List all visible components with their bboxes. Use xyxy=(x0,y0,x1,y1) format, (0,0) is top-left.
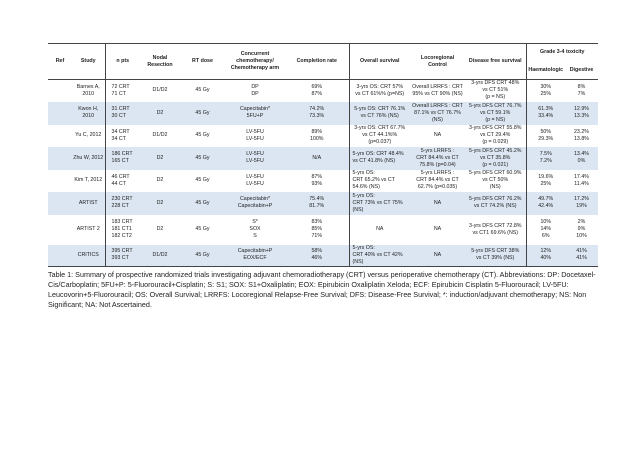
cell-chemotherapy: Capecitabin* Capecitabin+P xyxy=(225,192,285,215)
cell-locoregional-control: NA xyxy=(433,132,442,138)
cell-npts: 186 CRT 165 CT xyxy=(105,147,140,170)
cell-rt-dose: 45 Gy xyxy=(180,102,225,125)
cell-study: Zhu W, 2012 xyxy=(72,147,105,170)
cell-rt-dose: 45 Gy xyxy=(180,192,225,215)
cell-disease-free-survival: 3-yrs DFS CRT 48% vs CT 51% (p = NS) xyxy=(465,80,526,102)
cell-nodal-resection: D2 xyxy=(156,226,164,232)
cell-rt-dose: 45 Gy xyxy=(195,132,210,138)
cell-chemotherapy: LV-5FU LV-5FU xyxy=(246,128,264,142)
cell-disease-free-survival: 5-yrs DFS CRT 60.9% vs CT 50% (NS) xyxy=(465,170,526,192)
table-header xyxy=(48,44,598,80)
cell-overall-survival: 5-yrs OS: CRT 73% vs CT 75% (NS) xyxy=(349,192,410,215)
table-row xyxy=(48,80,598,102)
cell-study: ARTIST 2 xyxy=(72,215,105,245)
cell-rt-dose: 45 Gy xyxy=(195,87,210,94)
cell-chemotherapy: Capecitabin+P EOX/ECF xyxy=(225,245,285,267)
cell-disease-free-survival: 3-yrs DFS CRT 72.8% vs CT1 69.6% (NS) xyxy=(465,215,526,245)
cell-study: Kim T, 2012 xyxy=(72,170,105,192)
cell-digestive-toxicity: 2% 9% 10% xyxy=(576,219,587,239)
cell-overall-survival: NA xyxy=(376,226,384,232)
cell-overall-survival: 5-yrs OS: CRT 48.4% vs CT 41.8% (NS) xyxy=(349,147,410,170)
cell-completion-rate: 87% 93% xyxy=(285,170,349,192)
header-locoregional-control: Locoregional Control xyxy=(410,44,465,80)
cell-npts: 230 CRT 228 CT xyxy=(105,192,140,215)
cell-rt-dose: 45 Gy xyxy=(195,226,210,232)
cell-locoregional-control: NA xyxy=(410,192,465,215)
header-nodal-resection: Nodal Resection xyxy=(140,44,180,80)
cell-chemotherapy: LV-5FU LV-5FU xyxy=(246,173,264,187)
cell-overall-survival: 3-yrs OS: CRT 67.7% vs CT 44.1%% (p=0.037) xyxy=(354,125,406,145)
cell-nodal-resection: D1/D2 xyxy=(152,132,168,138)
trials-table xyxy=(48,43,598,267)
table-row xyxy=(48,170,598,192)
cell-ref xyxy=(48,215,72,245)
cell-study: CRITICS xyxy=(72,245,105,267)
cell-locoregional-control: NA xyxy=(433,226,442,232)
header-ref: Ref xyxy=(48,44,72,80)
cell-npts: 34 CRT 34 CT xyxy=(111,128,130,142)
cell-rt-dose: 45 Gy xyxy=(180,147,225,170)
cell-completion-rate: 58% 46% xyxy=(285,245,349,267)
cell-ref xyxy=(48,125,72,147)
header-overall-survival: Overall survival xyxy=(349,44,410,80)
cell-rt-dose: 45 Gy xyxy=(180,245,225,267)
header-haematologic: Haematologic xyxy=(528,66,564,73)
cell-ref xyxy=(48,80,72,102)
cell-disease-free-survival: 3-yrs DFS CRT 55.8% vs CT 29.4% (p = 0.029) xyxy=(465,125,526,147)
cell-completion-rate: 69% 87% xyxy=(285,80,349,102)
cell-digestive-toxicity: 23.2% 13.8% xyxy=(573,128,590,142)
cell-nodal-resection: D2 xyxy=(156,177,164,183)
cell-locoregional-control: 5-yrs LRRFS : CRT 84.4% vs CT 62.7% (p=0.035) xyxy=(416,170,459,190)
cell-study: Kwon H, 2010 xyxy=(72,102,105,125)
cell-completion-rate: N/A xyxy=(285,147,349,170)
cell-digestive-toxicity: 41% 41% xyxy=(565,245,598,267)
cell-completion-rate: 83% 85% 71% xyxy=(285,215,349,245)
cell-study: ARTIST xyxy=(72,192,105,215)
cell-npts: 183 CRT 181 CT1 182 CT2 xyxy=(111,219,133,239)
header-disease-free-survival: Disease free survival xyxy=(465,44,526,80)
cell-overall-survival: 3-yrs OS: CRT 57% vs CT 61%% (p=NS) xyxy=(355,83,405,97)
cell-haematologic-toxicity: 61.3% 33.4% xyxy=(526,102,565,125)
cell-locoregional-control: Overall LRRFS : CRT 95% vs CT 90% (NS) xyxy=(412,83,463,97)
cell-completion-rate: 74.2% 73.3% xyxy=(285,102,349,125)
cell-nodal-resection: D2 xyxy=(140,147,180,170)
cell-locoregional-control: Overall LRRFS : CRT 87.1% vs CT 76.7% (NS) xyxy=(410,102,465,125)
cell-disease-free-survival: 5-yrs DFS CRT 38% vs CT 39% (NS) xyxy=(465,245,526,267)
cell-digestive-toxicity: 17.4% 11.4% xyxy=(573,173,590,187)
cell-chemotherapy: S* SOX S xyxy=(249,219,261,239)
header-digestive: Digestive xyxy=(569,66,594,73)
cell-locoregional-control: NA xyxy=(410,245,465,267)
cell-disease-free-survival: 5-yrs DFS CRT 76.2% vs CT 74.2% (NS) xyxy=(465,192,526,215)
cell-digestive-toxicity: 17.2% 19% xyxy=(565,192,598,215)
table-body xyxy=(48,80,598,267)
cell-haematologic-toxicity: 7.5% 7.2% xyxy=(526,147,565,170)
header-rt-dose: RT dose xyxy=(180,44,225,80)
header-completion-rate: Completion rate xyxy=(285,44,349,80)
cell-chemotherapy: Capecitabin* 5FU+P xyxy=(225,102,285,125)
cell-haematologic-toxicity: 49.7% 42.4% xyxy=(526,192,565,215)
cell-ref xyxy=(48,102,72,125)
cell-npts: 72 CRT 71 CT xyxy=(111,83,130,97)
cell-disease-free-survival: 5-yrs DFS CRT 76.7% vs CT 59.1% (p = NS) xyxy=(465,102,526,125)
table-row xyxy=(48,215,598,245)
cell-haematologic-toxicity: 10% 14% 6% xyxy=(540,219,552,239)
table-row xyxy=(48,125,598,147)
cell-completion-rate: 89% 100% xyxy=(285,125,349,147)
cell-digestive-toxicity: 12.9% 13.3% xyxy=(565,102,598,125)
cell-npts: 395 CRT 393 CT xyxy=(105,245,140,267)
cell-haematologic-toxicity: 50% 29.3% xyxy=(538,128,554,142)
cell-nodal-resection: D2 xyxy=(140,192,180,215)
cell-haematologic-toxicity: 19.6% 25% xyxy=(538,173,554,187)
cell-chemotherapy: LV-5FU LV-5FU xyxy=(225,147,285,170)
cell-chemotherapy: DP DP xyxy=(251,83,259,97)
table-row xyxy=(48,102,598,125)
cell-rt-dose: 45 Gy xyxy=(195,177,210,183)
table-caption: Table 1: Summary of prospective randomized trials investigating adjuvant chemoradiotherapy (CRT) versus perioperative chemotherapy (CT). Abbreviations: DP: Docetaxel-Cis/Carboplatin; 5FU+P: 5-Fluorouracil+Cisplatin; S: S1; SOX: S1+Oxaliplatin; EOX: Epirubicin Oxaliplatin Xeloda; ECF: Epirubicin Cisplatin 5-Fluorouracil; LV-5FU: Leucovorin+5-Fluorouracil; OS: Overall Survival; LRRFS: Locoregional Relapse-Free Survival; DFS: Disease-Free Survival; *: induction/adjuvant chemotherapy; NS: Non Significant; NA: Not Ascertained. xyxy=(48,270,596,309)
cell-completion-rate: 75.4% 81.7% xyxy=(285,192,349,215)
cell-locoregional-control: 5-yrs LRRFS : CRT 84.4% vs CT 75.8% (p=0.04) xyxy=(410,147,465,170)
cell-overall-survival: 5-yrs OS: CRT 40% vs CT 42% (NS) xyxy=(349,245,410,267)
cell-haematologic-toxicity: 12% 40% xyxy=(526,245,565,267)
cell-digestive-toxicity: 13.4% 0% xyxy=(565,147,598,170)
cell-ref xyxy=(48,192,72,215)
header-study: Study xyxy=(72,44,105,80)
cell-nodal-resection: D1/D2 xyxy=(140,245,180,267)
header-concurrent-chemo: Concurrent chemotherapy/ Chemotherapy arm xyxy=(225,44,285,80)
table-row xyxy=(48,147,598,170)
header-toxicity: Grade 3-4 toxicity xyxy=(526,44,598,62)
table-row xyxy=(48,245,598,267)
cell-ref xyxy=(48,170,72,192)
cell-nodal-resection: D1/D2 xyxy=(152,87,168,94)
header-npts: n pts xyxy=(105,44,140,80)
cell-npts: 31 CRT 30 CT xyxy=(105,102,140,125)
cell-disease-free-survival: 5-yrs DFS CRT 45.2% vs CT 35.8% (p = 0.021) xyxy=(465,147,526,170)
cell-haematologic-toxicity: 30% 25% xyxy=(540,83,552,97)
cell-ref xyxy=(48,245,72,267)
cell-overall-survival: 5-yrs OS: CRT 65.2% vs CT 54.6% (NS) xyxy=(352,170,395,190)
cell-npts: 46 CRT 44 CT xyxy=(111,173,130,187)
cell-overall-survival: 5-yrs OS: CRT 76.1% vs CT 76% (NS) xyxy=(349,102,410,125)
cell-nodal-resection: D2 xyxy=(140,102,180,125)
cell-study: Yu C, 2012 xyxy=(72,125,105,147)
cell-ref xyxy=(48,147,72,170)
table-row xyxy=(48,192,598,215)
cell-digestive-toxicity: 8% 7% xyxy=(577,83,586,97)
cell-study: Barnes A, 2010 xyxy=(72,80,105,102)
